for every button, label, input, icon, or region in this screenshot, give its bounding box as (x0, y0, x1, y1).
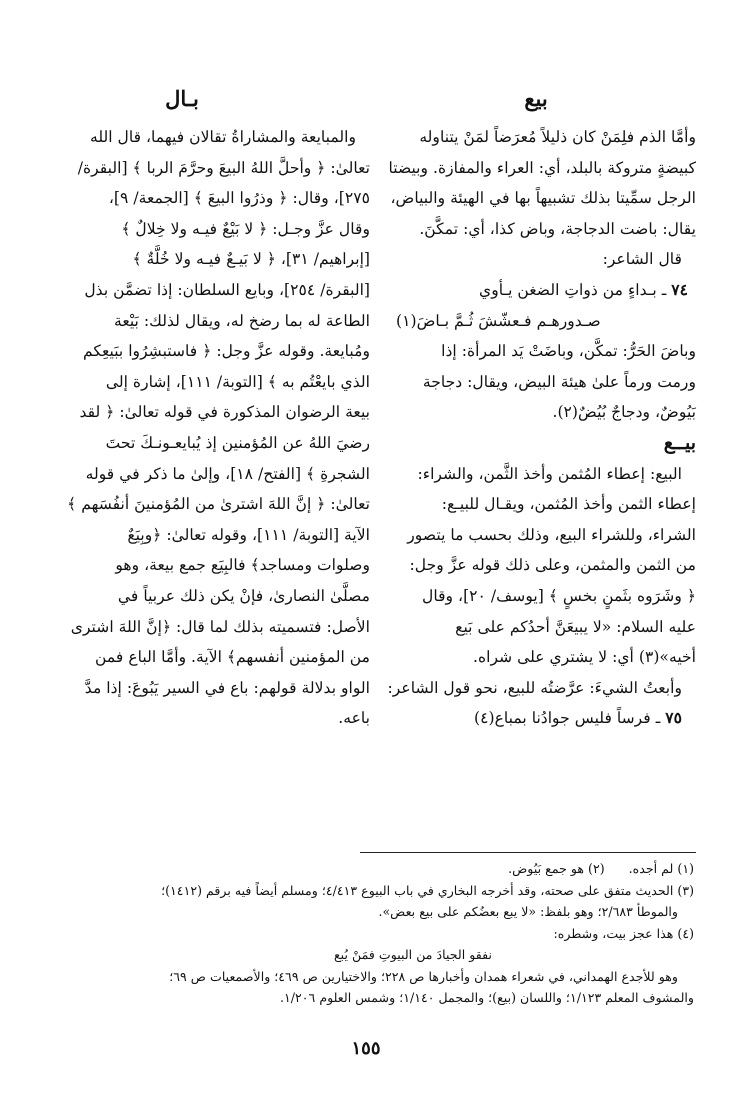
text-line: وقال عزَّ وجـل: ﴿ لا بَيْعٌ فيـه ولا خِلالٌ ﴾ (121, 219, 370, 238)
text-line: عليه السلام: «لا يبيعَنَّ أحدُكم على بَيع (455, 617, 696, 636)
text-line: من الثمن والمثمن، وعلى ذلك قوله عزَّ وجل: (409, 556, 696, 575)
footnote-3-cont: والموطأ ٢/٦٨٣؛ وهو بلفظ: «لا يبع بعضُكم على بيع بعض». (378, 904, 678, 919)
text-line: [البقرة/ ٢٥٤]، وبايع السلطان: إذا تضمَّن بذل (84, 280, 370, 299)
text-line: الأصل: فتسميته بذلك لما قال: ﴿إنَّ اللهَ اشترى (70, 617, 370, 636)
left-column (34, 122, 370, 734)
footnote-4: (٤) هذا عجز بيت، وشطره: (553, 925, 694, 941)
text-line: ﴿ وشَرَوه بثَمنٍ بخسٍ ﴾ [يوسف/ ٢٠]، وقال (422, 586, 696, 605)
text-line: وباضَ الحَرُّ: تمكَّن، وباضَتْ يَد المرأة: إذا (441, 342, 696, 361)
text-line: كبيضةٍ متروكة بالبلد، أي: العراء والمفازة. وبيضتا (388, 158, 696, 177)
verse-number: ٧٤ (671, 279, 688, 299)
text-line: وأبعتُ الشيءَ: عرَّضتُه للبيع، نحو قول الشاعر: (387, 678, 682, 697)
text-line: الواو بدلالة قولهم: باع في السير يَبُوعَ: إذا مدَّ (84, 678, 370, 697)
text-line: بَيُوضٌ، ودجاجٌ بُيُضٌ(٢). (552, 403, 696, 422)
text-line: ورمت ورماً علىٰ هيئة البيض، ويقال: دجاجة (422, 372, 696, 391)
text-line: ٢٧٥]، وقال: ﴿ وذرُوا البيعَ ﴾ [الجمعة/ ٩]، (108, 189, 370, 208)
text-line: أخيه»(٣) أي: لا يشتري على شراه. (473, 648, 696, 667)
footnote-4-verse: نفقو الجيادَ من البيوتِ فمَنْ يُبع (333, 947, 492, 962)
text-line: من المؤمنين أنفسهم﴾ الآية. وأمَّا الباع فمن (95, 648, 370, 667)
text-line: الشجرةِ ﴾ [الفتح/ ١٨]، وإلىٰ ما ذكر في قوله (85, 464, 370, 483)
text-line: تعالىٰ: ﴿ إنَّ اللهَ اشترىٰ من المُؤمنينَ أنفُسَهم ﴾ (67, 495, 370, 514)
text-line: باعه. (338, 709, 370, 728)
verse-second-hemistich: صـدورهـم فـعشّشَ ثُـمَّ بـاضَ(١) (396, 311, 601, 330)
running-header-left: بـال (165, 86, 199, 111)
text-line: تعالىٰ: ﴿ وأحلَّ اللهُ البيعَ وحرَّمَ الربا ﴾ [البقرة/ (77, 158, 370, 177)
right-column (360, 122, 696, 734)
text-line: الذي بايعْتُم به ﴾ [التوبة/ ١١١]، إشارة إلى (105, 372, 370, 391)
verse-first-hemistich: ٧٤ ـ بـداءٍ من ذواتِ الضغن يـأوي (479, 279, 688, 299)
poet-said: قال الشاعر: (602, 250, 682, 269)
text-line: رضيَ اللهُ عن المُؤمنين إذ يُبايعـونـكَ تحتَ (105, 433, 370, 452)
text-line: الشراء، وللشراء البيع، وذلك بحسب ما يتصور (407, 525, 696, 544)
text-line: يقال: باضت الدجاجة، وباض كذا، أي: تمكَّنَ. (419, 219, 696, 238)
entry-title: بيــع (663, 431, 696, 454)
footnote-3: (٣) الحديث متفق على صحته، وقد أخرجه البخاري في باب البيوع ٤/٤١٣؛ ومسلم أيضاً فيه برقم (١٤١٢)؛ (161, 882, 694, 898)
text-line: الآية [التوبة/ ١١١]، وقوله تعالىٰ: ﴿وبِيَعٌ (127, 525, 370, 544)
page-number: ١٥٥ (351, 1038, 381, 1059)
verse-number: ٧٥ (665, 708, 682, 728)
footnote-1-2: (١) لم أجده. (٢) هو جمع بَيُوض. (508, 861, 694, 876)
verse-74 (360, 275, 696, 336)
text-line: إعطاء الثمن وأخذ المُثمن، ويقـال للبيـع: (441, 495, 696, 514)
text-line: وصلوات ومساجد﴾ فالبِيَع جمع بيعة، وهو (115, 556, 370, 575)
text-line: وأمَّا الذم فلِمَنْ كان ذليلاً مُعرَضاً لمَنْ يتناوله (419, 128, 696, 146)
text-line: والمبايعة والمشاراةُ تقالان فيهما، قال الله (89, 128, 356, 146)
text-line: مصلَّىٰ النصارىٰ، فإنْ يكن ذلك عربياً في (117, 586, 370, 605)
text-line: ومُبايعة. وقوله عزَّ وجل: ﴿ فاستبشِرُوا ببَيعِكم (82, 342, 370, 361)
text-line: [إبراهيم/ ٣١]، ﴿ لا بَيـعٌ فيـه ولا خُلَّةٌ ﴾ (132, 250, 370, 269)
footnote-4-cont: والمشوف المعلم ١/١٢٣؛ واللسان (بيع)؛ والمجمل ١/١٤٠؛ وشمس العلوم ١/٢٠٦. (280, 990, 694, 1005)
running-header-right: بيع (524, 86, 548, 111)
verse-75: ٧٥ ـ فرساً فليس جوادُنا بمباع(٤) (474, 708, 682, 728)
footnotes (32, 858, 694, 1009)
text-line: الطاعة له بما رضخ له، ويقال لذلك: بَيْعة (113, 311, 370, 330)
text-line: بيعة الرضوان المذكورة في قوله تعالىٰ: ﴿ لقد (79, 403, 370, 422)
footnote-4-cont: وهو للأجدع الهمداني، في شعراء همدان وأخبارها ص ٢٢٨؛ والاختيارين ص ٤٦٩؛ والأصمعيات ص ٦٩؛ (169, 968, 678, 984)
text-line: الرجل سمِّيتا بذلك تشبيهاً بها في الهيئة والبياض، (390, 189, 696, 208)
text-line: البيع: إعطاء المُثمن وأخذ الثَّمن، والشراء: (417, 464, 682, 483)
footnote-divider (360, 852, 696, 853)
